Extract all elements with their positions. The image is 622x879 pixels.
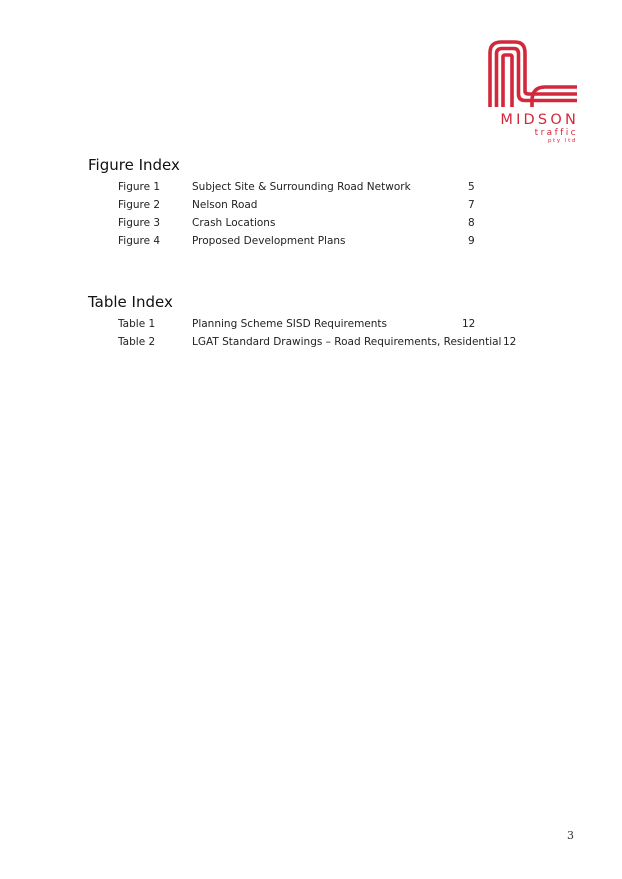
entry-page: 8: [468, 217, 475, 229]
entry-page: 5: [468, 181, 475, 193]
entry-title: LGAT Standard Drawings – Road Requirements, Residential: [192, 336, 502, 348]
entry-label: Table 1: [118, 318, 156, 330]
brand-subtitle: traffic: [534, 128, 578, 138]
table-index-entry[interactable]: [0, 336, 622, 354]
entry-page: 9: [468, 235, 475, 247]
table-index-entry[interactable]: [0, 318, 622, 336]
figure-index-entry[interactable]: [0, 199, 622, 217]
brand-pty: pty ltd: [547, 138, 577, 144]
entry-label: Figure 4: [118, 235, 161, 247]
figure-index-entry[interactable]: [0, 181, 622, 199]
entry-label: Figure 2: [118, 199, 161, 211]
brand-text: [500, 112, 579, 145]
page-number: 3: [567, 829, 574, 842]
entry-title: Proposed Development Plans: [192, 235, 346, 247]
entry-page: 12: [503, 336, 517, 348]
entry-title: Planning Scheme SISD Requirements: [192, 318, 387, 330]
figure-index-entry[interactable]: [0, 235, 622, 253]
entry-page: 7: [468, 199, 475, 211]
entry-title: Crash Locations: [192, 217, 276, 229]
entry-page: 12: [462, 318, 476, 330]
entry-label: Figure 3: [118, 217, 161, 229]
section-title: Figure Index: [88, 156, 180, 174]
entry-title: Subject Site & Surrounding Road Network: [192, 181, 411, 193]
midson-logo-icon: [487, 39, 577, 107]
entry-label: Table 2: [118, 336, 156, 348]
entry-title: Nelson Road: [192, 199, 258, 211]
entry-label: Figure 1: [118, 181, 161, 193]
figure-index-entry[interactable]: [0, 217, 622, 235]
brand-name: MIDSON: [500, 112, 579, 128]
section-title: Table Index: [88, 293, 173, 311]
